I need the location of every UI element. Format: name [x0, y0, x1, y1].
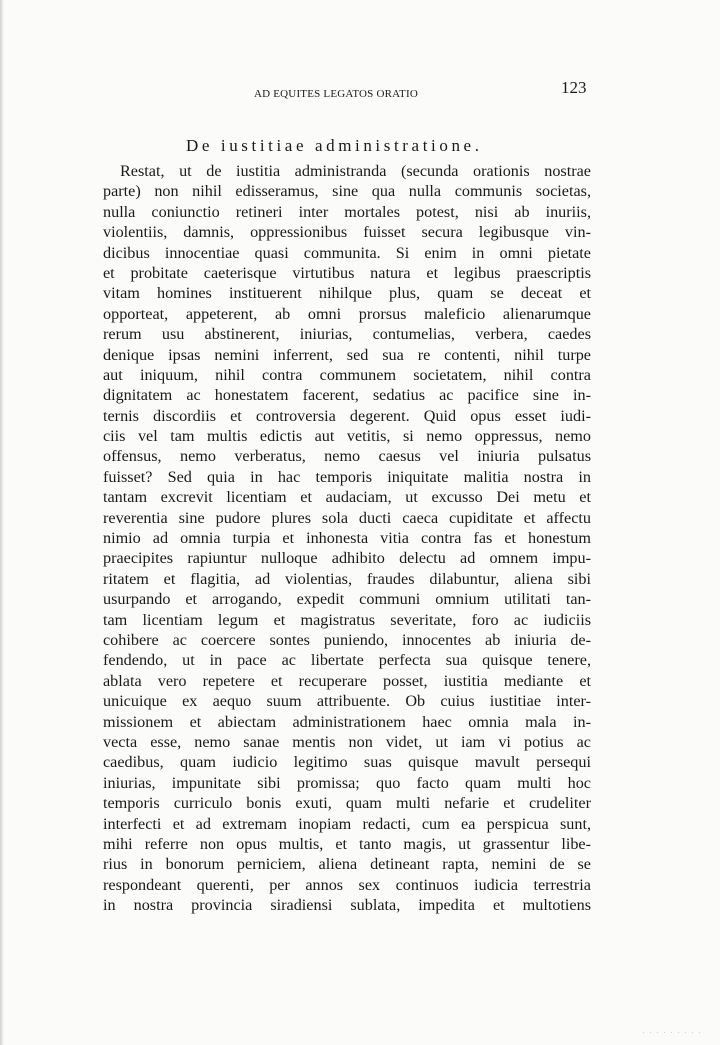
text-line: missionem et abiectam administrationem haec omnia mala in- [103, 712, 591, 731]
text-line: tantam excrevit licentiam et audaciam, ut excusso Dei metu et [103, 488, 591, 507]
text-line: praecipites rapiuntur nulloque adhibito delectu ad omnem impu- [103, 549, 591, 568]
text-line: interfecti et ad extremam inopiam redacti, cum ea perspicua sunt, [103, 814, 591, 833]
text-line: caedibus, quam iudicio legitimo suas quisque mavult persequi [103, 753, 591, 772]
running-head: AD EQUITES LEGATOS ORATIO [254, 88, 418, 100]
text-line: rerum usu abstinerent, iniurias, contumelias, verbera, caedes [103, 325, 591, 344]
page-number: 123 [561, 78, 587, 97]
text-line: cohibere ac coercere sontes puniendo, innocentes ab iniuria de- [103, 630, 591, 649]
text-line: reverentia sine pudore plures sola ducti caeca cupiditate et affectu [103, 508, 591, 527]
text-line: vitam homines instituerent nihilque plus, quam se deceat et [103, 284, 591, 303]
page-edge-shadow [0, 0, 4, 1045]
text-line: vecta esse, nemo sanae mentis non videt, ut iam vi potius ac [103, 732, 591, 751]
text-line: tam licentiam legum et magistratus severitate, foro ac iudiciis [103, 610, 591, 629]
text-line: mihi referre non opus multis, et tanto magis, ut grassentur libe- [103, 834, 591, 853]
text-line: ritatem et flagitia, ad violentias, fraudes dilabuntur, aliena sibi [103, 569, 591, 588]
text-line: iniurias, impunitate sibi promissa; quo facto quam multi hoc [103, 773, 591, 792]
paper-specks [640, 1030, 700, 1036]
text-line: dicibus innocentiae quasi communita. Si enim in omni pietate [103, 243, 591, 262]
text-line: rius in bonorum perniciem, aliena detineant rapta, nemini de se [103, 855, 591, 874]
text-line: violentiis, damnis, oppressionibus fuisset secura legibusque vin- [103, 223, 591, 242]
text-line: ablata vero repetere et recuperare posset, iustitia mediante et [103, 671, 591, 690]
text-line: opporteat, appeterent, ab omni prorsus maleficio alienarumque [103, 304, 591, 323]
text-line: usurpando et arrogando, expedit communi omnium utilitati tan- [103, 590, 591, 609]
text-line: ternis discordiis et controversia degerent. Quid opus esset iudi- [103, 406, 591, 425]
text-line: respondeant querenti, per annos sex continuos iudicia terrestria [103, 875, 591, 894]
text-line: ciis vel tam multis edictis aut vetitis, si nemo oppressus, nemo [103, 427, 591, 446]
text-line: nimio ad omnia turpia et inhonesta vitia contra fas et honestum [103, 529, 591, 548]
text-line: in nostra provincia siradiensi sublata, impedita et multotiens [103, 896, 591, 915]
text-line: unicuique ex aequo suum attribuente. Ob cuius iustitiae inter- [103, 692, 591, 711]
text-line: nulla coniunctio retineri inter mortales potest, nisi ab inuriis, [103, 202, 591, 221]
text-line: fendendo, ut in pace ac libertate perfecta sua quisque tenere, [103, 651, 591, 670]
text-line: Restat, ut de iustitia administranda (secunda orationis nostrae [120, 162, 591, 180]
text-line: offensus, nemo verberatus, nemo caesus vel iniuria pulsatus [103, 447, 591, 466]
text-line: fuisset? Sed quia in hac temporis iniquitate malitia nostra in [103, 467, 591, 486]
text-line: temporis curriculo bonis exuti, quam multi nefarie et crudeliter [103, 794, 591, 813]
text-line: denique ipsas nemini inferrent, sed sua re contenti, nihil turpe [103, 345, 591, 364]
text-line: parte) non nihil edisseramus, sine qua nulla communis societas, [103, 182, 591, 201]
body-text [103, 161, 591, 915]
text-line: et probitate caeterisque virtutibus natura et legibus praescriptis [103, 263, 591, 282]
section-title: De iustitiae administratione. [186, 136, 483, 155]
text-line: aut iniquum, nihil contra communem societatem, nihil contra [103, 365, 591, 384]
text-line: dignitatem ac honestatem facerent, sedatius ac pacifice sine in- [103, 386, 591, 405]
